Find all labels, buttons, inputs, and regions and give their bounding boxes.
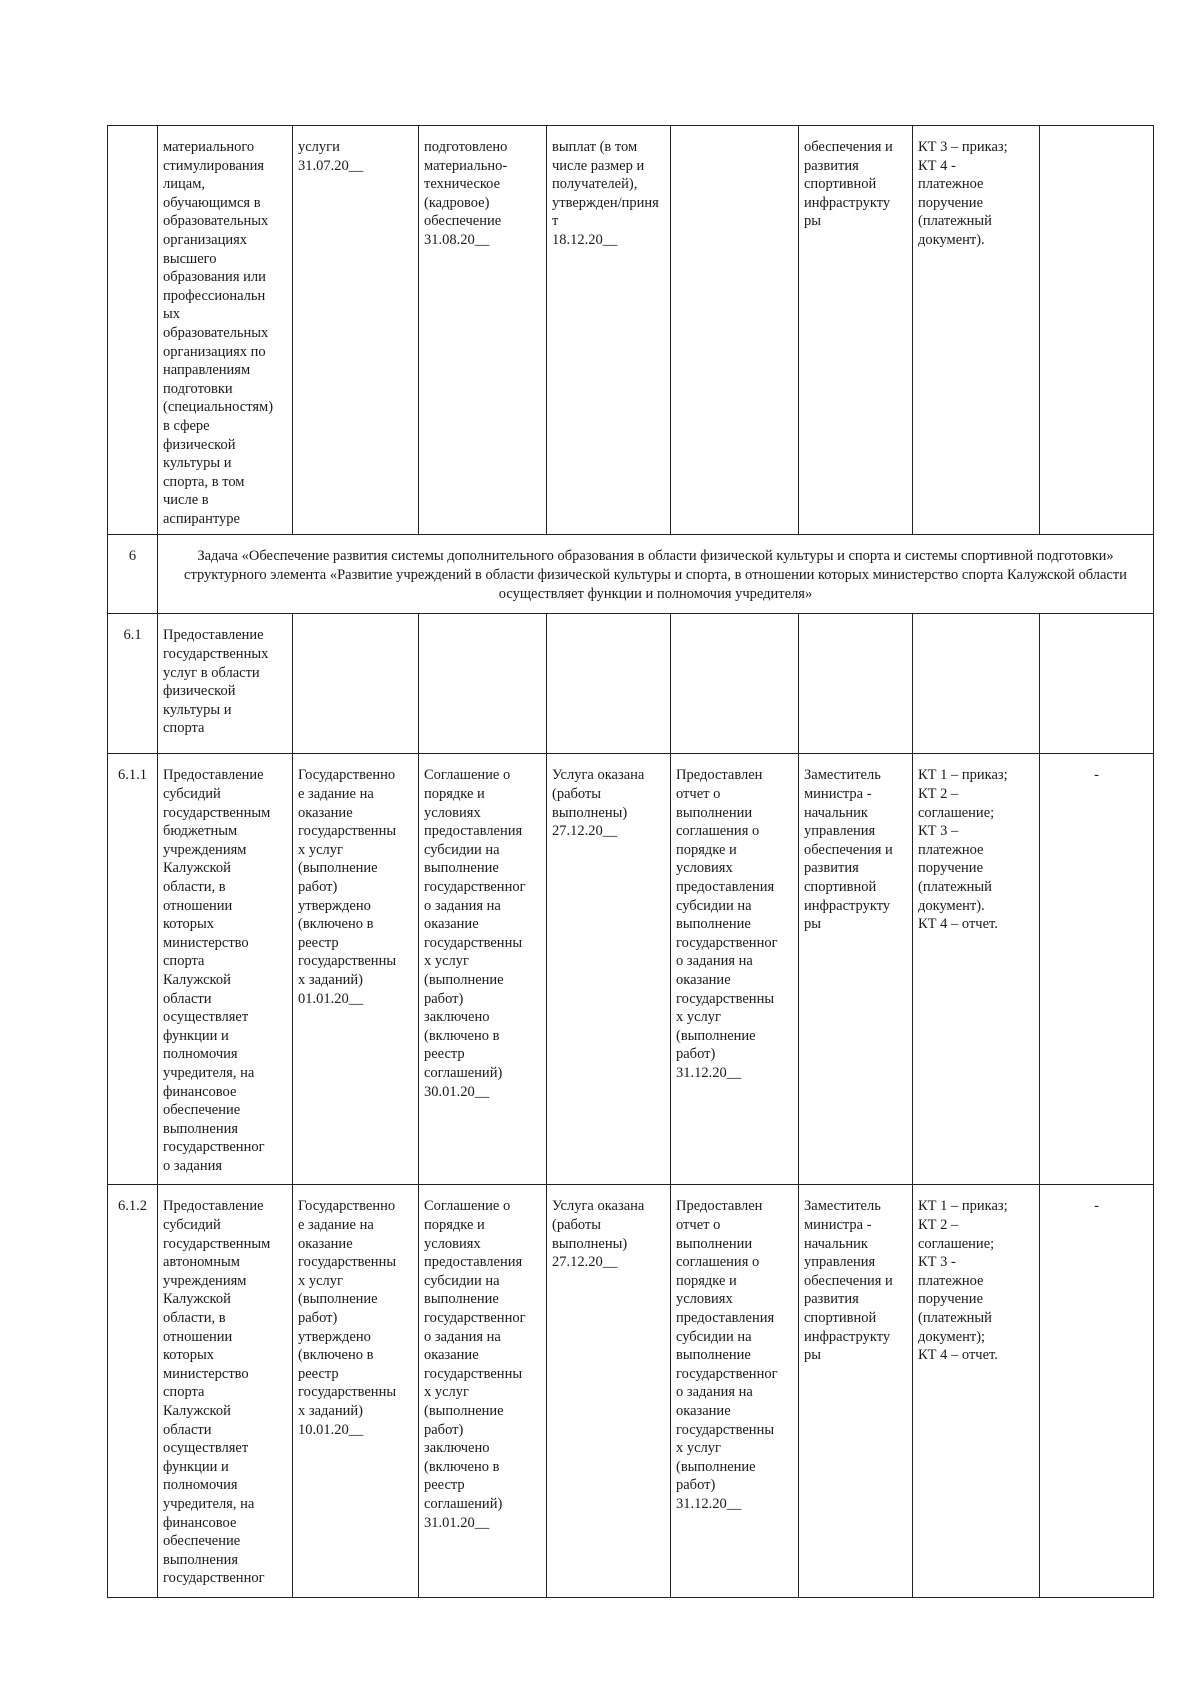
control-point-4-cell xyxy=(671,126,799,535)
control-point-1-cell: услуги 31.07.20__ xyxy=(293,126,419,535)
event-name-cell: Предоставление субсидий государственным бюджетным учреждениям Калужской области, в отношении которых министерство спорта Калужской области осуществляет функции и полномочия учредителя, на финансовое обеспечение выполнения государственног о задания xyxy=(158,754,293,1185)
responsible-cell xyxy=(799,614,913,754)
control-point-2-cell: Соглашение о порядке и условиях предоставления субсидии на выполнение государственног о задания на оказание государственны х услуг (выполнение работ) заключено (включено в реестр соглашений) 30.01.20__ xyxy=(419,754,547,1185)
control-point-1-cell: Государственно е задание на оказание государственны х услуг (выполнение работ) утверждено (включено в реестр государственны х заданий) 10.01.20__ xyxy=(293,1185,419,1598)
control-point-2-cell: Соглашение о порядке и условиях предоставления субсидии на выполнение государственног о задания на оказание государственны х услуг (выполнение работ) заключено (включено в реестр соглашений) 31.01.20__ xyxy=(419,1185,547,1598)
row-number: 6 xyxy=(108,535,158,614)
control-point-1-cell: Государственно е задание на оказание государственны х услуг (выполнение работ) утверждено (включено в реестр государственны х заданий) 01.01.20__ xyxy=(293,754,419,1185)
control-point-2-cell: подготовлено материально- техническое (кадровое) обеспечение 31.08.20__ xyxy=(419,126,547,535)
event-name-cell: Предоставление субсидий государственным автономным учреждениям Калужской области, в отношении которых министерство спорта Калужской области осуществляет функции и полномочия учредителя, на финансовое обеспечение выполнения государственног xyxy=(158,1185,293,1598)
event-name-cell: Предоставление государственных услуг в области физической культуры и спорта xyxy=(158,614,293,754)
control-point-4-cell: Предоставлен отчет о выполнении соглашения о порядке и условиях предоставления субсидии на выполнение государственног о задания на оказание государственны х услуг (выполнение работ) 31.12.20__ xyxy=(671,1185,799,1598)
control-point-4-cell: Предоставлен отчет о выполнении соглашения о порядке и условиях предоставления субсидии на выполнение государственног о задания на оказание государственны х услуг (выполнение работ) 31.12.20__ xyxy=(671,754,799,1185)
control-point-3-cell: Услуга оказана (работы выполнены) 27.12.20__ xyxy=(547,754,671,1185)
task-row xyxy=(108,535,1154,614)
documents-cell: КТ 1 – приказ; КТ 2 – соглашение; КТ 3 – платежное поручение (платежный документ). КТ 4 – отчет. xyxy=(913,754,1040,1185)
row-number xyxy=(108,126,158,535)
control-point-3-cell xyxy=(547,614,671,754)
control-point-3-cell: выплат (в том числе размер и получателей), утвержден/принят 18.12.20__ xyxy=(547,126,671,535)
control-point-2-cell xyxy=(419,614,547,754)
row-number: 6.1 xyxy=(108,614,158,754)
extra-cell xyxy=(1040,614,1154,754)
extra-cell: - xyxy=(1040,1185,1154,1598)
control-point-4-cell xyxy=(671,614,799,754)
table-row xyxy=(108,614,1154,754)
responsible-cell: Заместитель министра - начальник управления обеспечения и развития спортивной инфраструкту ры xyxy=(799,1185,913,1598)
event-name-cell: материального стимулирования лицам, обучающимся в образовательных организациях высшего образования или профессиональн ых образовательных организациях по направлениям подготовки (специальностям) в сфере физической культуры и спорта, в том числе в аспирантуре xyxy=(158,126,293,535)
responsible-cell: обеспечения и развития спортивной инфраструкту ры xyxy=(799,126,913,535)
plan-table xyxy=(107,125,1154,1598)
row-number: 6.1.1 xyxy=(108,754,158,1185)
responsible-cell: Заместитель министра - начальник управления обеспечения и развития спортивной инфраструкту ры xyxy=(799,754,913,1185)
table-row xyxy=(108,126,1154,535)
extra-cell xyxy=(1040,126,1154,535)
documents-cell: КТ 3 – приказ; КТ 4 - платежное поручение (платежный документ). xyxy=(913,126,1040,535)
control-point-1-cell xyxy=(293,614,419,754)
extra-cell: - xyxy=(1040,754,1154,1185)
row-number: 6.1.2 xyxy=(108,1185,158,1598)
control-point-3-cell: Услуга оказана (работы выполнены) 27.12.20__ xyxy=(547,1185,671,1598)
task-title-cell: Задача «Обеспечение развития системы дополнительного образования в области физической культуры и спорта и системы спортивной подготовки» структурного элемента «Развитие учреждений в области физической культуры и спорта, в отношении которых министерство спорта Калужской области осуществляет функции и полномочия учредителя» xyxy=(158,535,1154,614)
documents-cell: КТ 1 – приказ; КТ 2 – соглашение; КТ 3 - платежное поручение (платежный документ); КТ 4 – отчет. xyxy=(913,1185,1040,1598)
table-row xyxy=(108,1185,1154,1598)
table-row xyxy=(108,754,1154,1185)
documents-cell xyxy=(913,614,1040,754)
